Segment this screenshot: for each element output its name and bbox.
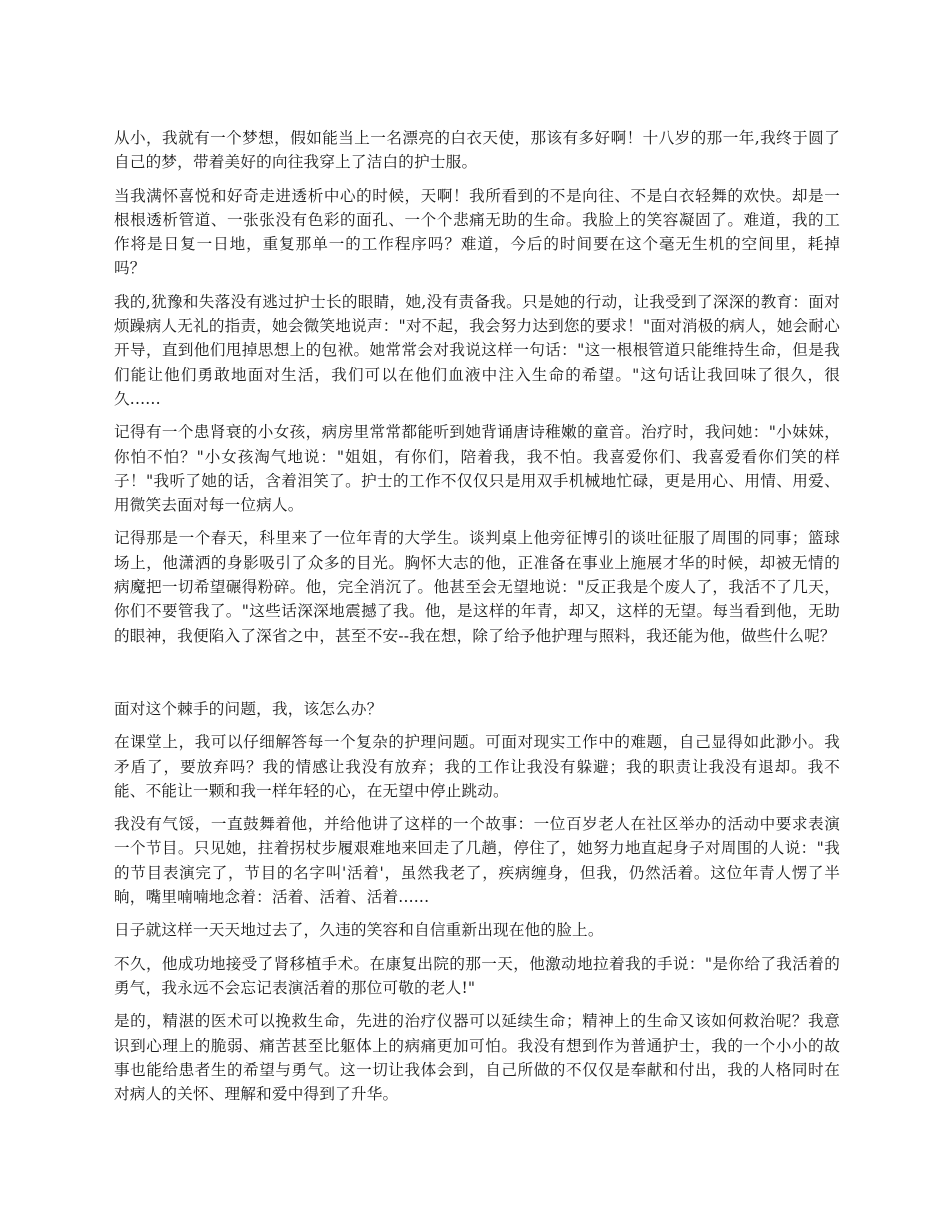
- paragraph: 是的，精湛的医术可以挽救生命，先进的治疗仪器可以延续生命；精神上的生命又该如何救治呢？我意识到心理上的脆弱、痛苦甚至比躯体上的病痛更加可怕。我没有想到作为普通护士，我的一个小小的故事也能给患者生的希望与勇气。这一切让我体会到，自己所做的不仅仅是奉献和付出，我的人格同时在对病人的关怀、理解和爱中得到了升华。: [114, 1012, 840, 1104]
- document-body: [114, 126, 840, 1115]
- paragraph: 记得那是一个春天，科里来了一位年青的大学生。谈判桌上他旁征博引的谈吐征服了周围的同事；篮球场上，他潇洒的身影吸引了众多的目光。胸怀大志的他，正准备在事业上施展才华的时候，却被无情的病魔把一切希望碾得粉碎。他，完全消沉了。他甚至会无望地说："反正我是个废人了，我活不了几天，你们不要管我了。"这些话深深地震撼了我。他，是这样的年青，却又，这样的无望。每当看到他，无助的眼神，我便陷入了深省之中，甚至不安--我在想，除了给予他护理与照料，我还能为他，做些什么呢？: [114, 529, 840, 645]
- paragraph: 记得有一个患肾衰的小女孩，病房里常常都能听到她背诵唐诗稚嫩的童音。治疗时，我问她："小妹妹，你怕不怕？"小女孩淘气地说："姐姐，有你们，陪着我，我不怕。我喜爱你们、我喜爱看你们笑的样子！"我听了她的话，含着泪笑了。护士的工作不仅仅只是用双手机械地忙碌，更是用心、用情、用爱、用微笑去面对每一位病人。: [114, 423, 840, 515]
- paragraph: 在课堂上，我可以仔细解答每一个复杂的护理问题。可面对现实工作中的难题，自己显得如此渺小。我矛盾了，要放弃吗？我的情感让我没有放弃；我的工作让我没有躲避；我的职责让我没有退却。我不能、不能让一颗和我一样年轻的心，在无望中停止跳动。: [114, 733, 840, 800]
- paragraph: 当我满怀喜悦和好奇走进透析中心的时候，天啊！我所看到的不是向往、不是白衣轻舞的欢快。却是一根根透析管道、一张张没有色彩的面孔、一个个悲痛无助的生命。我脸上的笑容凝固了。难道，我的工作将是日复一日地，重复那单一的工作程序吗？难道，今后的时间要在这个毫无生机的空间里，耗掉吗？: [114, 186, 840, 278]
- section-gap: [114, 657, 840, 697]
- paragraph: 面对这个棘手的问题，我，该怎么办？: [114, 699, 383, 718]
- paragraph: 日子就这样一天天地过去了，久违的笑容和自信重新出现在他的脸上。: [114, 921, 604, 940]
- paragraph: 从小，我就有一个梦想，假如能当上一名漂亮的白衣天使，那该有多好啊！十八岁的那一年,我终于圆了自己的梦，带着美好的向往我穿上了洁白的护士服。: [114, 129, 840, 172]
- paragraph: 不久，他成功地接受了肾移植手术。在康复出院的那一天，他激动地拉着我的手说："是你给了我活着的勇气，我永远不会忘记表演活着的那位可敬的老人!": [114, 954, 840, 997]
- paragraph: 我没有气馁，一直鼓舞着他，并给他讲了这样的一个故事：一位百岁老人在社区举办的活动中要求表演一个节目。只见她，拄着拐杖步履艰难地来回走了几趟，停住了，她努力地直起身子对周围的人说："我的节目表演完了，节目的名字叫'活着'，虽然我老了，疾病缠身，但我，仍然活着。这位年青人愣了半晌，嘴里喃喃地念着：活着、活着、活着......: [114, 815, 840, 907]
- paragraph: 我的,犹豫和失落没有逃过护士长的眼睛，她,没有责备我。只是她的行动，让我受到了深深的教育：面对烦躁病人无礼的指责，她会微笑地说声："对不起，我会努力达到您的要求！"面对消极的病人，她会耐心开导，直到他们甩掉思想上的包袱。她常常会对我说这样一句话："这一根根管道只能维持生命，但是我们能让他们勇敢地面对生活，我们可以在他们血液中注入生命的希望。"这句话让我回味了很久，很久......: [114, 292, 840, 408]
